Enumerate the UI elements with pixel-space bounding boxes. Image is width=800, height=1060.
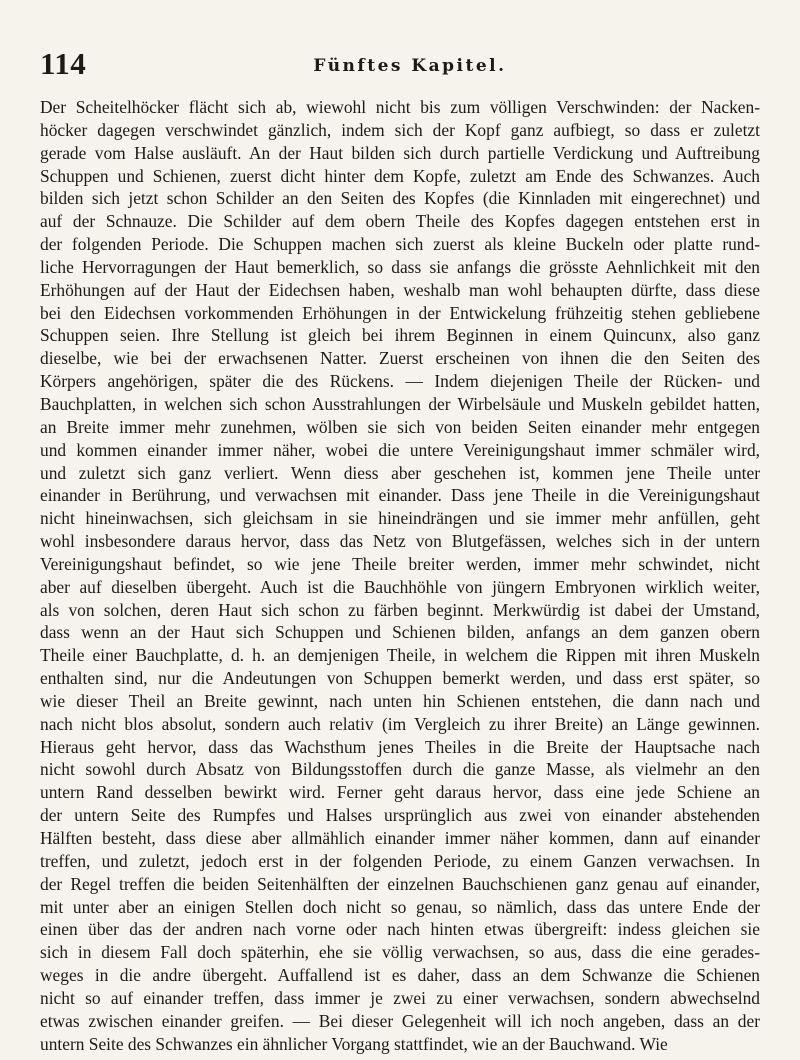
text-line: an Breite immer mehr zunehmen, wölben sie sich von beiden Seiten einander mehr entgegen bbox=[40, 416, 760, 437]
text-line: untern Rand desselben bewirkt wird. Ferner geht daraus hervor, dass eine jede Schiene an bbox=[40, 782, 760, 803]
text-line: bei den Eidechsen vorkommenden Erhöhungen in der Entwickelung frühzeitig stehen gebliebene bbox=[40, 302, 760, 323]
page-number: 114 bbox=[40, 46, 87, 81]
text-line: wohl insbesondere daraus hervor, dass das Netz von Blutgefässen, welches sich in der untern bbox=[40, 531, 760, 552]
text-line: auf der Schnauze. Die Schilder auf dem obern Theile des Kopfes dagegen entstehen erst in bbox=[40, 211, 760, 232]
text-line: Vereinigungshaut befindet, so wie jene Theile breiter werden, immer mehr schwindet, nicht bbox=[40, 553, 760, 574]
text-line: Hieraus geht hervor, dass das Wachsthum jenes Theiles in die Breite der Hauptsache nach bbox=[40, 736, 760, 757]
text-line: liche Hervorragungen der Haut bemerklich, so dass sie anfangs die grösste Aehnlichkeit mit den bbox=[40, 256, 760, 277]
text-line: wie dieser Theil an Breite gewinnt, nach unten hin Schienen entstehen, die dann nach und bbox=[40, 690, 760, 711]
page-header bbox=[40, 46, 760, 86]
text-line: Der Scheitelhöcker flächt sich ab, wiewohl nicht bis zum völligen Verschwinden: der Nacken- bbox=[40, 97, 760, 117]
text-line: Erhöhungen auf der Haut der Eidechsen haben, weshalb man wohl behaupten dürfte, dass diese bbox=[40, 279, 760, 300]
text-line: nicht hineinwachsen, sich gleichsam in sie hineindrängen und sie immer mehr anfüllen, geht bbox=[40, 508, 760, 529]
text-line: einander in Berührung, und verwachsen mit einander. Dass jene Theile in die Vereinigungshaut bbox=[40, 485, 760, 506]
text-line: sich in diesem Fall doch späterhin, ehe sie völlig verwachsen, so aus, dass die eine gerades- bbox=[40, 942, 760, 963]
text-line: der untern Seite des Rumpfes und Halses ursprünglich aus zwei von einander abstehenden bbox=[40, 805, 760, 826]
text-line: gerade vom Halse ausläuft. An der Haut bilden sich durch partielle Verdickung und Auftreibung bbox=[40, 142, 760, 163]
text-line: untern Seite des Schwanzes ein ähnlicher Vorgang stattfindet, wie an der Bauchwand. Wie bbox=[40, 1033, 668, 1054]
running-head: Fünftes Kapitel. bbox=[313, 56, 507, 76]
body-paragraph bbox=[40, 96, 760, 1055]
text-line: Theile einer Bauchplatte, d. h. an demjenigen Theile, in welchem die Rippen mit ihren Muskeln bbox=[40, 645, 760, 666]
text-line: nicht sowohl durch Absatz von Bildungsstoffen durch die ganze Masse, als vielmehr an den bbox=[40, 759, 760, 780]
text-line: Bauchplatten, in welchen sich schon Ausstrahlungen der Wirbelsäule und Muskeln gebildet hatten, bbox=[40, 393, 760, 414]
text-line: Körpers angehörigen, später die des Rückens. — Indem diejenigen Theile der Rücken- und bbox=[40, 371, 760, 392]
text-line: und zuletzt sich ganz verliert. Wenn diess aber geschehen ist, kommen jene Theile unter bbox=[40, 462, 760, 483]
text-line: nicht so auf einander treffen, dass immer je zwei zu einer verwachsen, sondern abwechselnd bbox=[40, 987, 760, 1008]
text-line: dieselbe, wie bei der erwachsenen Natter. Zuerst erscheinen von ihnen die den Seiten des bbox=[40, 348, 760, 369]
text-line: nach nicht blos absolut, sondern auch relativ (im Vergleich zu ihrer Breite) an Länge gewinnen. bbox=[40, 713, 760, 734]
text-line: weges in die andre übergeht. Auffallend ist es daher, dass an dem Schwanze die Schienen bbox=[40, 965, 760, 986]
text-line: Hälften besteht, dass diese aber allmählich einander immer näher kommen, dann auf einander bbox=[40, 828, 760, 848]
text-line: bilden sich jetzt schon Schilder an den Seiten des Kopfes (die Kinnladen mit eingerechnet) und bbox=[40, 188, 760, 209]
text-line: aber auf dieselben übergeht. Auch ist die Bauchhöhle von jüngern Embryonen wirklich weiter, bbox=[40, 576, 760, 597]
text-line: einen über das der andren nach vorne oder nach hinten etwas übergreift: indess gleichen sie bbox=[40, 919, 760, 940]
text-line: als von solchen, deren Haut sich schon zu färben beginnt. Merkwürdig ist dabei der Umstand, bbox=[40, 599, 760, 620]
text-line: höcker dagegen verschwindet gänzlich, indem sich der Kopf ganz aufbiegt, so dass er zuletzt bbox=[40, 119, 760, 140]
text-line: der Regel treffen die beiden Seitenhälften der einzelnen Bauchschienen ganz genau auf einander, bbox=[40, 873, 760, 894]
text-line: treffen, und zuletzt, jedoch erst in der folgenden Periode, zu einem Ganzen verwachsen. In bbox=[40, 850, 760, 871]
text-line: mit unter aber an einigen Stellen doch nicht so genau, so nämlich, dass das untere Ende der bbox=[40, 896, 760, 917]
text-line: Schuppen seien. Ihre Stellung ist gleich bei ihrem Beginnen in einem Quincunx, also ganz bbox=[40, 325, 760, 346]
text-line: etwas zwischen einander greifen. — Bei dieser Gelegenheit will ich noch angeben, dass an der bbox=[40, 1010, 760, 1031]
text-line: und kommen einander immer näher, wobei die untere Vereinigungshaut immer schmäler wird, bbox=[40, 439, 760, 460]
text-line: der folgenden Periode. Die Schuppen machen sich zuerst als kleine Buckeln oder platte rund- bbox=[40, 234, 760, 255]
text-line: dass wenn an der Haut sich Schuppen und Schienen bilden, anfangs an dem ganzen obern bbox=[40, 622, 760, 643]
text-line: enthalten sind, nur die Andeutungen von Schuppen bemerkt werden, und dass erst später, so bbox=[40, 668, 760, 689]
text-line: Schuppen und Schienen, zuerst dicht hinter dem Kopfe, zuletzt am Ende des Schwanzes. Auch bbox=[40, 165, 760, 186]
